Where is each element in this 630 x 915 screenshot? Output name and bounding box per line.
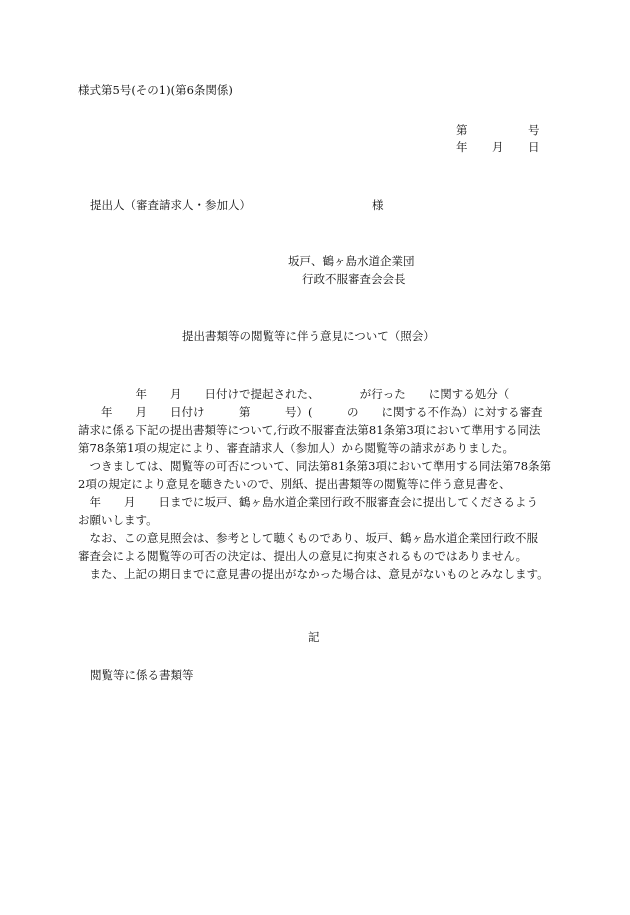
body-line: 審査会による閲覧等の可否の決定は、提出人の意見に拘束されるものではありません。 <box>78 549 528 563</box>
body-line: 年 月 日付け 第 号）( の に関する不作為）に対する審査 <box>78 405 543 419</box>
body-line: 2項の規定により意見を聴きたいので、別紙、提出書類等の閲覧等に伴う意見書を、 <box>78 477 511 491</box>
body-line: つきましては、閲覧等の可否について、同法第81条第3項において準用する同法第78条第 <box>78 459 552 473</box>
date-day: 日 <box>528 140 540 154</box>
form-header: 様式第5号(その1)(第6条関係) <box>78 83 233 97</box>
body-line: お願いします。 <box>78 513 158 527</box>
body-line: 請求に係る下記の提出書類等について,行政不服審査法第81条第3項において準用する同法 <box>78 423 541 437</box>
date-year: 年 <box>456 140 468 154</box>
ki-heading: 記 <box>308 630 320 644</box>
date-month: 月 <box>492 140 504 154</box>
sender-org: 坂戸、鶴ヶ島水道企業団 <box>288 254 415 268</box>
doc-number-suffix: 号 <box>528 123 540 137</box>
addressee-honorific: 様 <box>372 198 384 212</box>
doc-number-prefix: 第 <box>456 123 468 137</box>
body-line: 第78条第1項の規定により、審査請求人（参加人）から閲覧等の請求がありました。 <box>78 441 514 455</box>
body-line: また、上記の期日までに意見書の提出がなかった場合は、意見がないものとみなします。 <box>78 567 549 581</box>
body-line: 年 月 日付けで提起された、 が行った に関する処分（ <box>78 387 510 401</box>
body-line: なお、この意見照会は、参考として聴くものであり、坂戸、鶴ヶ島水道企業団行政不服 <box>78 531 538 545</box>
sender-title: 行政不服審査会会長 <box>302 272 406 286</box>
body-line: 年 月 日までに坂戸、鶴ヶ島水道企業団行政不服審査会に提出してくださるよう <box>78 495 538 509</box>
addressee-label: 提出人（審査請求人・参加人） <box>90 198 251 212</box>
document-subject: 提出書類等の閲覧等に伴う意見について（照会） <box>182 329 435 343</box>
item-heading: 閲覧等に係る書類等 <box>90 668 194 682</box>
